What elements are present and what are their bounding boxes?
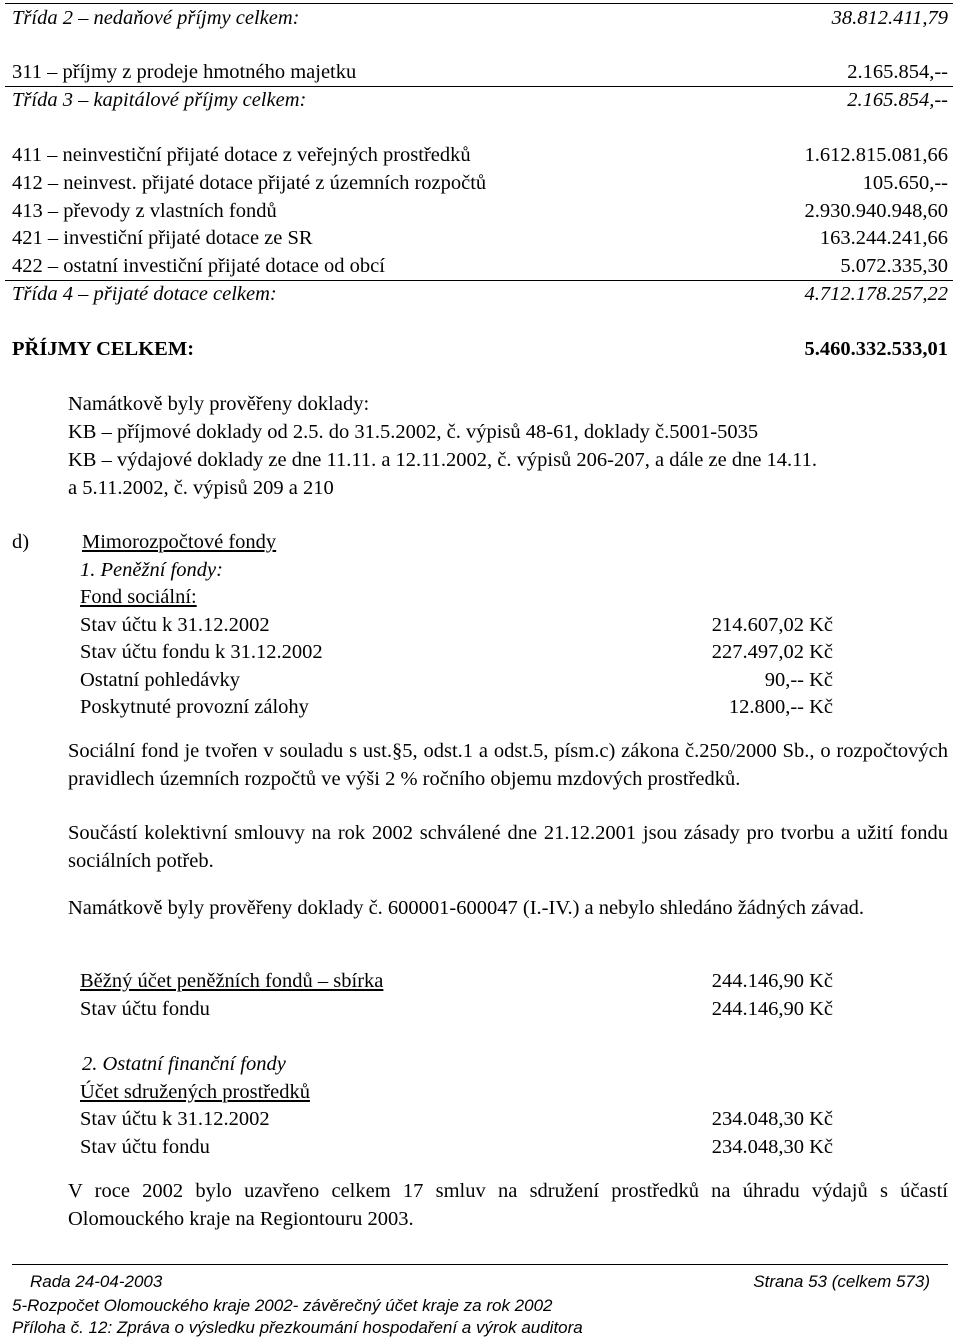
fund-row-value: 12.800,-- Kč [728,696,833,718]
footer-page: Strana 53 (celkem 573) [753,1272,930,1291]
table-value: 38.812.411,79 [831,7,948,29]
table-value: 4.712.178.257,22 [804,283,948,305]
table-value: 2.165.854,-- [847,89,948,111]
table-label: Třída 2 – nedaňové příjmy celkem: [12,7,300,29]
table-label: 311 – příjmy z prodeje hmotného majetku [12,61,357,83]
fund-row-value: 214.607,02 Kč [711,614,833,636]
pooled-account-title: Účet sdružených prostředků [80,1081,310,1103]
fund-row-label: Stav účtu k 31.12.2002 [80,614,270,636]
checks-note-line: a 5.11.2002, č. výpisů 209 a 210 [68,477,334,499]
current-account-title: Běžný účet peněžních fondů – sbírka [80,970,384,992]
fund-row-value: 227.497,02 Kč [711,641,833,663]
top-rule [5,3,953,4]
income-total-label: PŘÍJMY CELKEM: [12,338,195,360]
fund-row-value: 244.146,90 Kč [711,970,833,992]
row-rule [5,280,953,281]
row-rule [5,86,953,87]
section-title: Mimorozpočtové fondy [82,531,277,553]
table-label: 421 – investiční přijaté dotace ze SR [12,227,313,249]
checks-note-line: Namátkově byly prověřeny doklady: [68,393,370,415]
fund-row-label: Stav účtu fondu k 31.12.2002 [80,641,323,663]
footer-doc-title: 5-Rozpočet Olomouckého kraje 2002- závěrečný účet kraje za rok 2002 [12,1296,553,1315]
table-value: 105.650,-- [862,172,948,194]
social-fund-title: Fond sociální: [80,586,197,608]
fund-row-value: 244.146,90 Kč [711,998,833,1020]
table-label: Třída 3 – kapitálové příjmy celkem: [12,89,307,111]
paragraph: Součástí kolektivní smlouvy na rok 2002 schválené dne 21.12.2001 jsou zásady pro tvorbu a užití fondu sociálních potřeb. [68,822,948,872]
paragraph: Namátkově byly prověřeny doklady č. 600001-600047 (I.-IV.) a nebylo shledáno žádných závad. [68,897,865,919]
section-marker: d) [12,531,30,553]
fund-row-label: Ostatní pohledávky [80,669,240,691]
fund-row-label: Stav účtu k 31.12.2002 [80,1108,270,1130]
fund-row-label: Stav účtu fondu [80,998,210,1020]
paragraph: V roce 2002 bylo uzavřeno celkem 17 smluv na sdružení prostředků na úhradu výdajů s účastí Olomouckého kraje na Regiontouru 2003. [68,1180,948,1230]
fund-row-value: 90,-- Kč [764,669,833,691]
subsection-title: 1. Peněžní fondy: [80,559,223,581]
footer-attachment: Příloha č. 12: Zpráva o výsledku přezkoumání hospodaření a výrok auditora [12,1318,583,1337]
table-value: 1.612.815.081,66 [804,144,948,166]
table-label: 412 – neinvest. přijaté dotace přijaté z územních rozpočtů [12,172,487,194]
paragraph: Sociální fond je tvořen v souladu s ust.§5, odst.1 a odst.5, písm.c) zákona č.250/2000 Sb., o rozpočtových pravidlech územních rozpočtů ve výši 2 % ročního objemu mzdových prostředků. [68,740,948,790]
footer-left: Rada 24-04-2003 [30,1272,163,1291]
table-value: 2.930.940.948,60 [804,200,948,222]
table-label: 422 – ostatní investiční přijaté dotace od obcí [12,255,385,277]
fund-row-label: Stav účtu fondu [80,1136,210,1158]
table-value: 163.244.241,66 [819,227,948,249]
subsection-title: 2. Ostatní finanční fondy [82,1053,286,1075]
footer-rule [12,1264,948,1265]
table-value: 5.072.335,30 [840,255,948,277]
table-label: 411 – neinvestiční přijaté dotace z veřejných prostředků [12,144,471,166]
fund-row-label: Poskytnuté provozní zálohy [80,696,309,718]
fund-row-value: 234.048,30 Kč [711,1136,833,1158]
table-value: 2.165.854,-- [847,61,948,83]
table-label: Třída 4 – přijaté dotace celkem: [12,283,277,305]
checks-note-line: KB – výdajové doklady ze dne 11.11. a 12.11.2002, č. výpisů 206-207, a dále ze dne 14.11. [68,449,818,471]
checks-note-line: KB – příjmové doklady od 2.5. do 31.5.2002, č. výpisů 48-61, doklady č.5001-5035 [68,421,759,443]
fund-row-value: 234.048,30 Kč [711,1108,833,1130]
income-total-value: 5.460.332.533,01 [804,338,948,360]
table-label: 413 – převody z vlastních fondů [12,200,277,222]
